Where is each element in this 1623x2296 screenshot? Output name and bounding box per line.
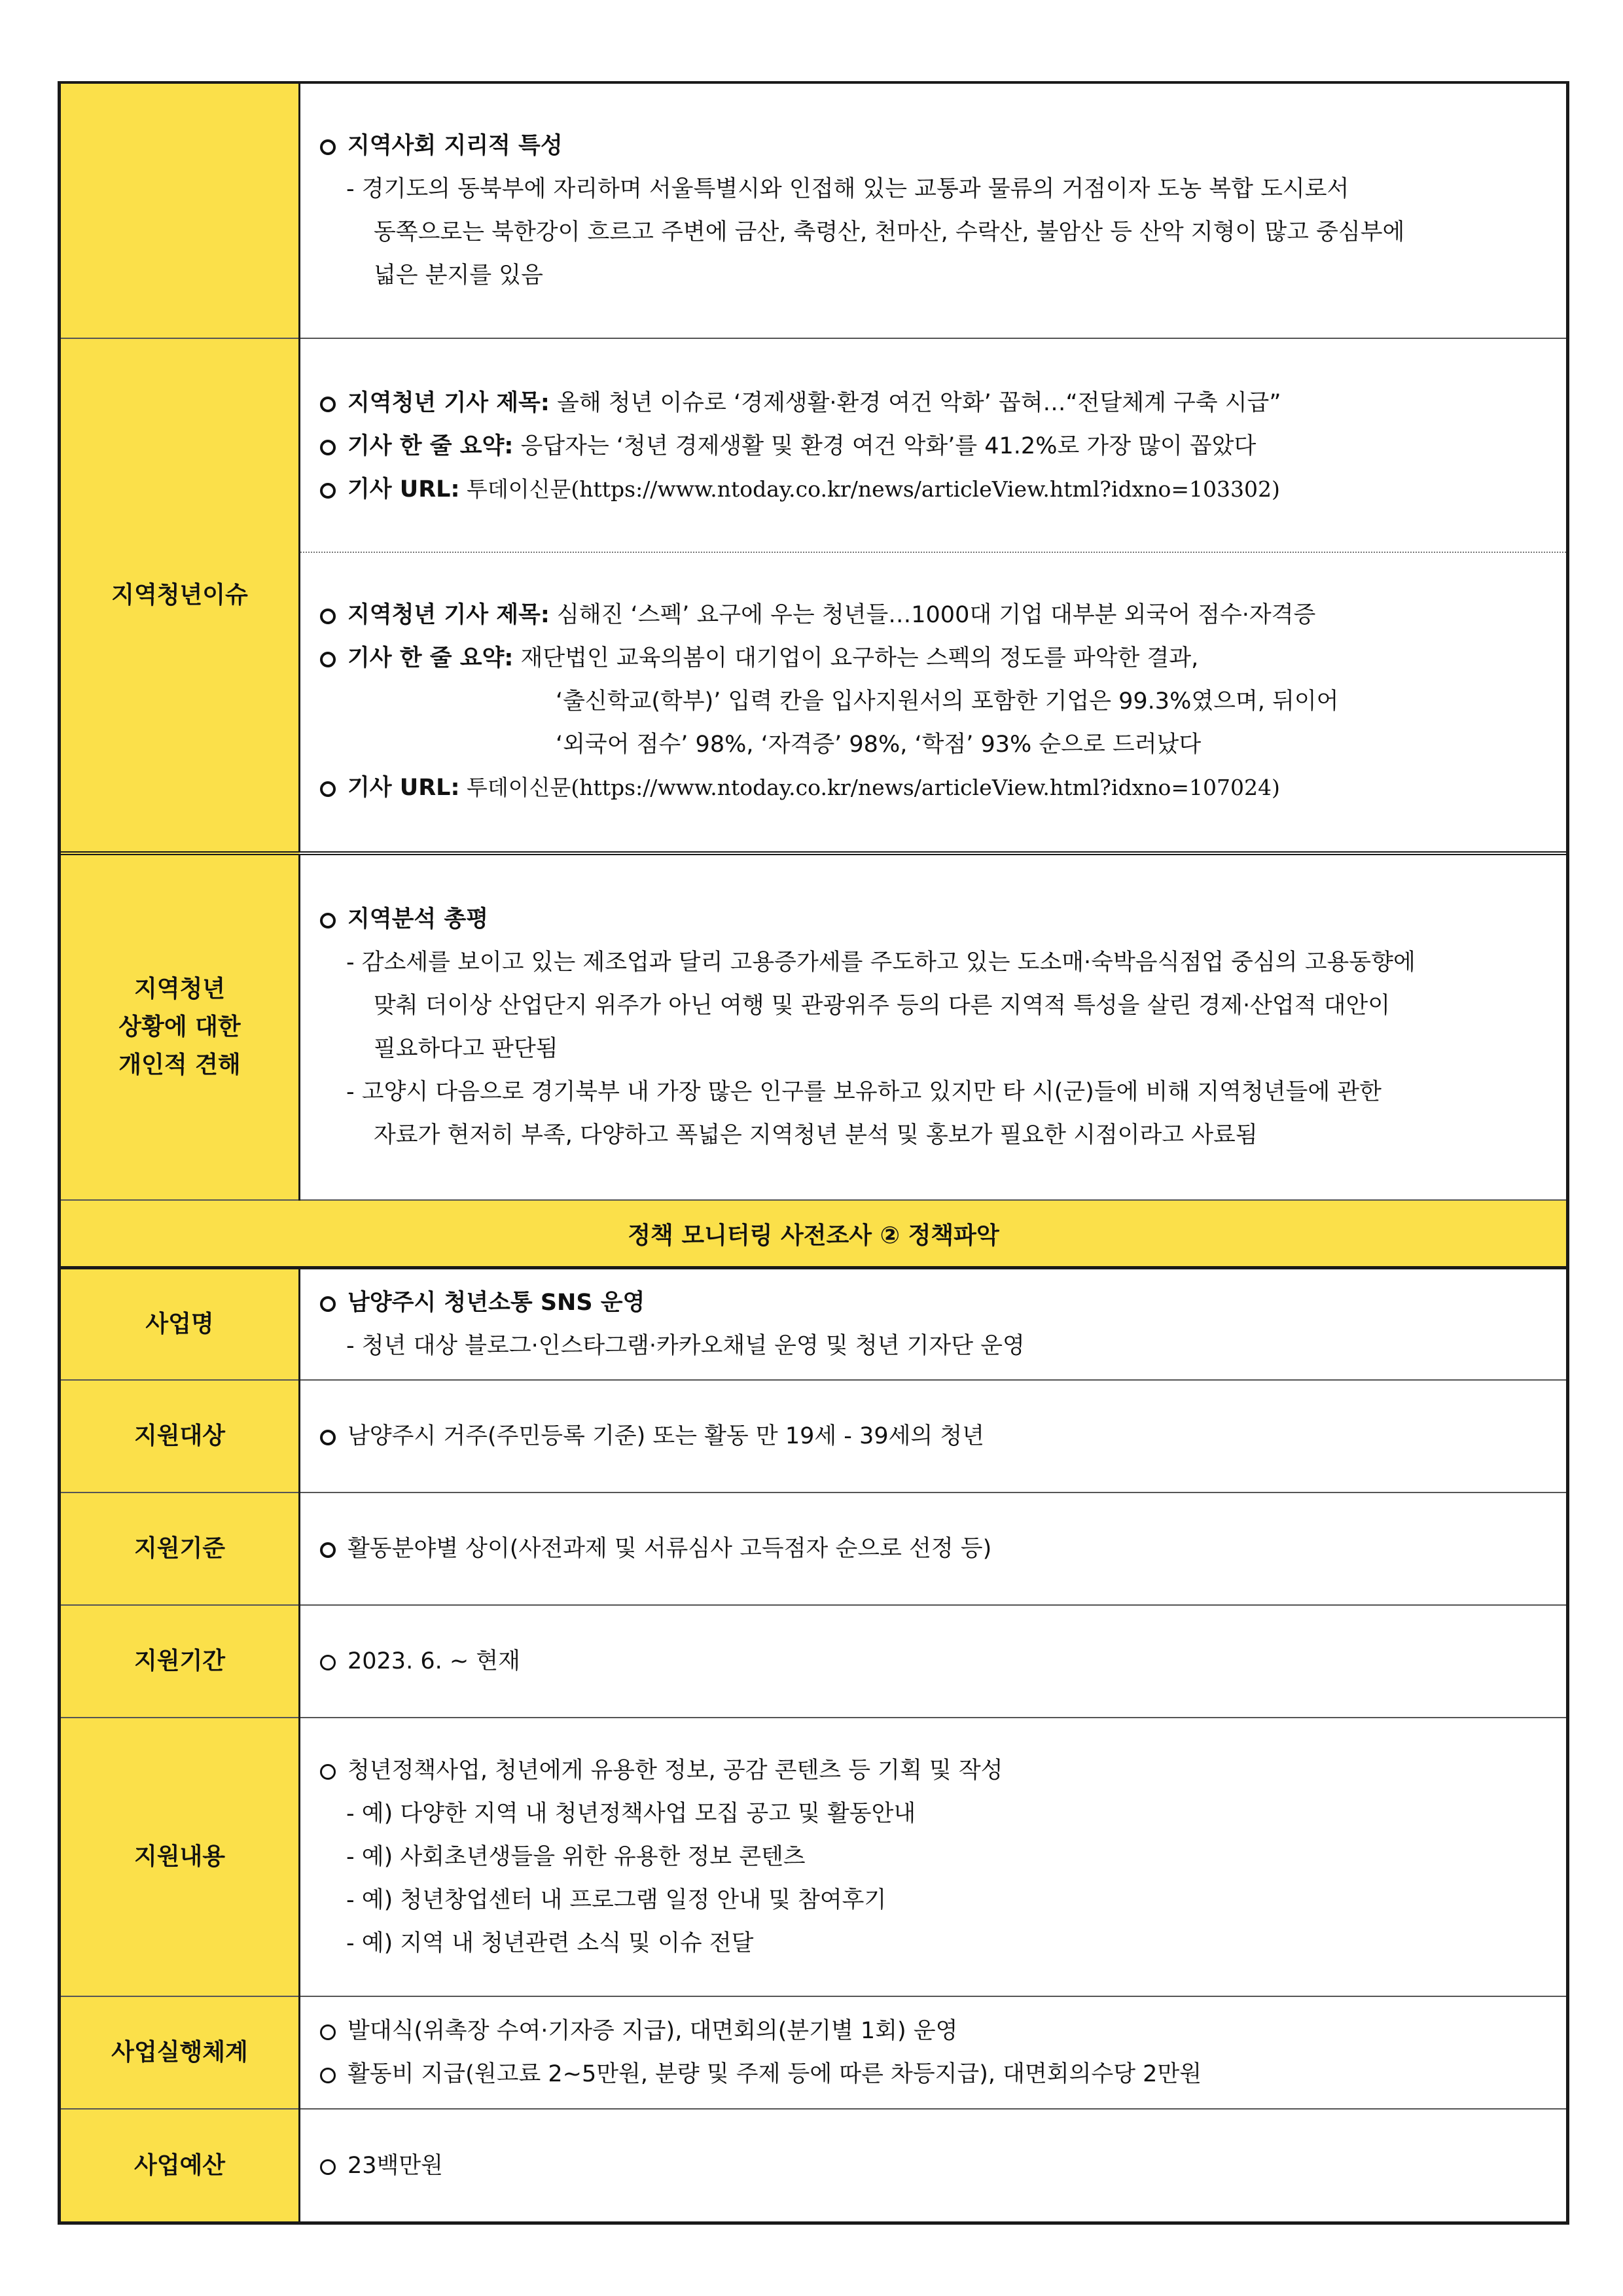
- article-2-summary-cont-2: ‘외국어 점수’ 98%, ‘자격증’ 98%, ‘학점’ 93% 순으로 드러났다: [556, 731, 1202, 758]
- opinion-label: [61, 853, 300, 1200]
- criteria-content: [300, 1492, 1567, 1605]
- opinion-p2-line-1: - 고양시 다음으로 경기북부 내 가장 많은 인구를 보유하고 있지만 타 시(군)들에 비해 지역청년들에 관한: [346, 1079, 1382, 1105]
- geo-line-2: 동쪽으로는 북한강이 흐르고 주변에 금산, 축령산, 천마산, 수락산, 불암산 등 산악 지형이 많고 중심부에: [374, 219, 1405, 245]
- circle-bullet-icon: [320, 1764, 336, 1780]
- target-text: 남양주시 거주(주민등록 기준) 또는 활동 만 19세 - 39세의 청년: [320, 1415, 1545, 1458]
- system-line-1: 발대식(위촉장 수여·기자증 지급), 대면회의(분기별 1회) 운영: [320, 2009, 1545, 2053]
- target-content: [300, 1380, 1567, 1492]
- content-label: 지원내용: [61, 1718, 300, 1996]
- system-content: [300, 1996, 1567, 2109]
- content-item-4: - 예) 지역 내 청년관련 소식 및 이슈 전달: [346, 1930, 754, 1956]
- content-item-3: - 예) 청년창업센터 내 프로그램 일정 안내 및 참여후기: [346, 1887, 887, 1913]
- geo-line-3: 넓은 분지를 있음: [374, 262, 543, 289]
- period-text: 2023. 6. ~ 현재: [320, 1640, 1545, 1683]
- article-1-title: 지역청년 기사 제목: 올해 청년 이슈로 ‘경제생활·환경 여건 악화’ 꼽혀…“전달체계 구축 시급”: [320, 381, 1545, 425]
- biz-content: [300, 1268, 1567, 1381]
- content-item-2: - 예) 사회초년생들을 위한 유용한 정보 콘텐츠: [346, 1844, 806, 1870]
- circle-bullet-icon: [320, 397, 336, 412]
- article-2-link[interactable]: 투데이신문(https://www.ntoday.co.kr/news/articleView.html?idxno=107024): [459, 774, 1280, 800]
- opinion-p1-line-1: - 감소세를 보이고 있는 제조업과 달리 고용증가세를 주도하고 있는 도소매·숙박음식점업 중심의 고용동향에: [346, 949, 1416, 976]
- circle-bullet-icon: [320, 2068, 336, 2083]
- issue-label: 지역청년이슈: [61, 338, 300, 853]
- policy-document-table: [58, 81, 1569, 2225]
- issue-content: [300, 338, 1567, 853]
- system-label: 사업실행체계: [61, 1996, 300, 2109]
- geo-title: 지역사회 지리적 특성: [320, 124, 1545, 168]
- article-1-summary: 기사 한 줄 요약: 응답자는 ‘청년 경제생활 및 환경 여건 악화’를 41.2%로 가장 많이 꼽았다: [320, 425, 1545, 468]
- geo-label-cell: [61, 84, 300, 338]
- article-2-url: 기사 URL: 투데이신문(https://www.ntoday.co.kr/news/articleView.html?idxno=107024): [320, 766, 1545, 809]
- circle-bullet-icon: [320, 440, 336, 455]
- budget-text: 23백만원: [320, 2144, 1545, 2187]
- circle-bullet-icon: [320, 652, 336, 667]
- circle-bullet-icon: [320, 1542, 336, 1558]
- budget-content: [300, 2109, 1567, 2221]
- period-label: 지원기간: [61, 1605, 300, 1718]
- circle-bullet-icon: [320, 1655, 336, 1670]
- article-2-summary-cont-1: ‘출신학교(학부)’ 입력 칸을 입사지원서의 포함한 기업은 99.3%였으며, 뒤이어: [556, 688, 1339, 715]
- circle-bullet-icon: [320, 913, 336, 928]
- content-item-1: - 예) 다양한 지역 내 청년정책사업 모집 공고 및 활동안내: [346, 1801, 916, 1827]
- opinion-title: 지역분석 총평: [320, 898, 1545, 941]
- article-2-summary: 기사 한 줄 요약: 재단법인 교육의봄이 대기업이 요구하는 스펙의 정도를 파악한 결과,: [320, 637, 1545, 680]
- dotted-divider: [300, 552, 1566, 553]
- geo-line-1: - 경기도의 동북부에 자리하며 서울특별시와 인접해 있는 교통과 물류의 거점이자 도농 복합 도시로서: [346, 176, 1349, 202]
- circle-bullet-icon: [320, 781, 336, 797]
- target-label: 지원대상: [61, 1380, 300, 1492]
- article-1-link[interactable]: 투데이신문(https://www.ntoday.co.kr/news/articleView.html?idxno=103302): [459, 476, 1280, 502]
- criteria-text: 활동분야별 상이(사전과제 및 서류심사 고득점자 순으로 선정 등): [320, 1527, 1545, 1570]
- article-2-title: 지역청년 기사 제목: 심해진 ‘스펙’ 요구에 우는 청년들…1000대 기업 대부분 외국어 점수·자격증: [320, 593, 1545, 637]
- circle-bullet-icon: [320, 2024, 336, 2040]
- geo-content: [300, 84, 1567, 338]
- budget-label: 사업예산: [61, 2109, 300, 2221]
- article-1-url: 기사 URL: 투데이신문(https://www.ntoday.co.kr/news/articleView.html?idxno=103302): [320, 468, 1545, 511]
- opinion-p1-line-3: 필요하다고 판단됨: [374, 1036, 558, 1062]
- circle-bullet-icon: [320, 609, 336, 624]
- biz-desc: - 청년 대상 블로그·인스타그램·카카오채널 운영 및 청년 기자단 운영: [346, 1333, 1025, 1359]
- circle-bullet-icon: [320, 483, 336, 499]
- opinion-label-line-3: 개인적 견해: [118, 1051, 241, 1078]
- biz-title: 남양주시 청년소통 SNS 운영: [320, 1281, 1545, 1324]
- circle-bullet-icon: [320, 139, 336, 155]
- section-banner: 정책 모니터링 사전조사 ② 정책파악: [61, 1200, 1566, 1268]
- opinion-content: [300, 853, 1567, 1200]
- criteria-label: 지원기준: [61, 1492, 300, 1605]
- circle-bullet-icon: [320, 1430, 336, 1445]
- opinion-p2-line-2: 자료가 현저히 부족, 다양하고 폭넓은 지역청년 분석 및 홍보가 필요한 시점이라고 사료됨: [374, 1122, 1258, 1148]
- period-content: [300, 1605, 1567, 1718]
- biz-label: 사업명: [61, 1268, 300, 1381]
- circle-bullet-icon: [320, 1296, 336, 1312]
- system-line-2: 활동비 지급(원고료 2~5만원, 분량 및 주제 등에 따른 차등지급), 대면회의수당 2만원: [320, 2053, 1545, 2096]
- circle-bullet-icon: [320, 2159, 336, 2175]
- opinion-label-line-2: 상황에 대한: [118, 1014, 241, 1040]
- opinion-p1-line-2: 맞춰 더이상 산업단지 위주가 아닌 여행 및 관광위주 등의 다른 지역적 특성을 살린 경제·산업적 대안이: [374, 993, 1391, 1019]
- content-main: 청년정책사업, 청년에게 유용한 정보, 공감 콘텐츠 등 기획 및 작성: [320, 1749, 1545, 1792]
- content-content: [300, 1718, 1567, 1996]
- opinion-label-line-1: 지역청년: [134, 976, 226, 1002]
